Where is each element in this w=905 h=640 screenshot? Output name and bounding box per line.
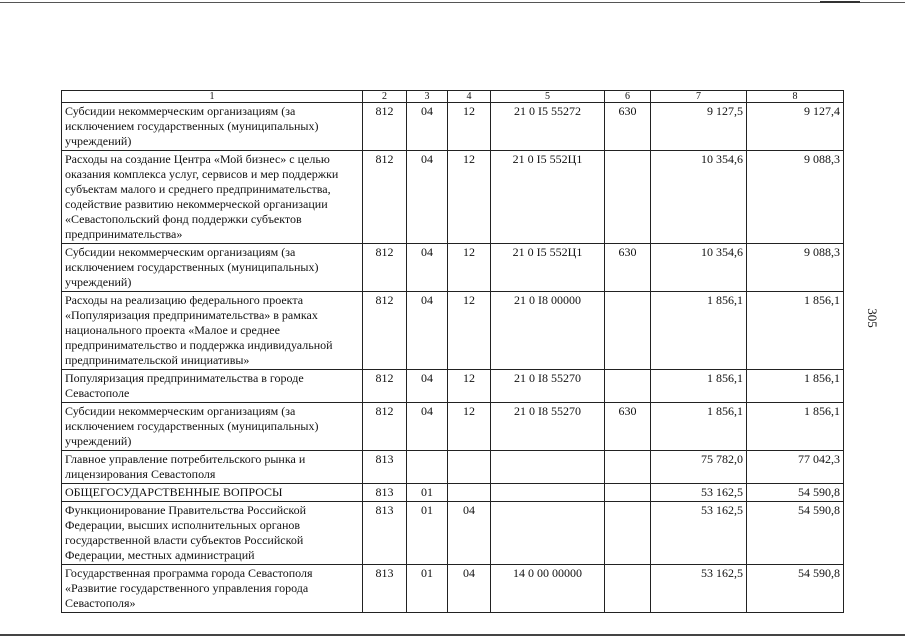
subsection-code — [448, 451, 491, 484]
amount-year-2: 54 590,8 — [747, 502, 844, 565]
amount-year-1: 10 354,6 — [651, 151, 747, 244]
amount-year-2: 54 590,8 — [747, 484, 844, 502]
target-article-code — [491, 484, 605, 502]
subsection-code: 12 — [448, 292, 491, 370]
column-header: 5 — [491, 91, 605, 103]
amount-year-2: 1 856,1 — [747, 370, 844, 403]
table-header-row — [62, 91, 844, 103]
target-article-code: 21 0 I8 00000 — [491, 292, 605, 370]
top-border-line — [0, 2, 905, 3]
amount-year-2: 1 856,1 — [747, 403, 844, 451]
table-row — [62, 451, 844, 484]
target-article-code: 21 0 I5 552Ц1 — [491, 151, 605, 244]
column-header: 1 — [62, 91, 363, 103]
expense-type-code: 630 — [605, 103, 651, 151]
section-code: 04 — [407, 292, 448, 370]
ministry-code: 812 — [363, 103, 407, 151]
expense-type-code — [605, 484, 651, 502]
expense-type-code — [605, 502, 651, 565]
column-header: 7 — [651, 91, 747, 103]
ministry-code: 812 — [363, 292, 407, 370]
subsection-code: 12 — [448, 403, 491, 451]
row-name: Государственная программа города Севастополя «Развитие государственного управления города Севастополя» — [62, 565, 363, 613]
table-row — [62, 292, 844, 370]
amount-year-1: 53 162,5 — [651, 484, 747, 502]
table-row — [62, 103, 844, 151]
subsection-code — [448, 484, 491, 502]
ministry-code: 812 — [363, 370, 407, 403]
ministry-code: 812 — [363, 244, 407, 292]
amount-year-1: 9 127,5 — [651, 103, 747, 151]
column-header: 4 — [448, 91, 491, 103]
section-code: 04 — [407, 151, 448, 244]
row-name: Расходы на создание Центра «Мой бизнес» с целью оказания комплекса услуг, сервисов и мер поддержки субъектам малого и среднего предпринимательства, содействие развитию некоммерческой организации «Севастопольский фонд поддержки субъектов предпринимательства» — [62, 151, 363, 244]
ministry-code: 813 — [363, 565, 407, 613]
section-code: 04 — [407, 103, 448, 151]
table-row — [62, 484, 844, 502]
target-article-code: 21 0 I5 552Ц1 — [491, 244, 605, 292]
table-row — [62, 403, 844, 451]
row-name: Расходы на реализацию федерального проекта «Популяризация предпринимательства» в рамках национального проекта «Малое и среднее предпринимательство и поддержка индивидуальной предпринимательской инициативы» — [62, 292, 363, 370]
top-corner-mark — [820, 1, 860, 3]
column-header: 3 — [407, 91, 448, 103]
amount-year-1: 10 354,6 — [651, 244, 747, 292]
section-code — [407, 451, 448, 484]
amount-year-1: 1 856,1 — [651, 292, 747, 370]
amount-year-2: 9 127,4 — [747, 103, 844, 151]
row-name: Популяризация предпринимательства в городе Севастополе — [62, 370, 363, 403]
budget-table — [61, 90, 844, 613]
expense-type-code — [605, 565, 651, 613]
column-header: 6 — [605, 91, 651, 103]
expense-type-code: 630 — [605, 403, 651, 451]
amount-year-1: 75 782,0 — [651, 451, 747, 484]
amount-year-1: 53 162,5 — [651, 565, 747, 613]
section-code: 04 — [407, 370, 448, 403]
page-number: 305 — [864, 308, 880, 328]
row-name: Функционирование Правительства Российской Федерации, высших исполнительных органов государственной власти субъектов Российской Федерации, местных администраций — [62, 502, 363, 565]
target-article-code: 21 0 I8 55270 — [491, 403, 605, 451]
table-row — [62, 151, 844, 244]
expense-type-code — [605, 292, 651, 370]
section-code: 01 — [407, 484, 448, 502]
expense-type-code — [605, 151, 651, 244]
row-name: Субсидии некоммерческим организациям (за исключением государственных (муниципальных) учреждений) — [62, 403, 363, 451]
bottom-border-line — [0, 634, 905, 636]
row-name: Главное управление потребительского рынка и лицензирования Севастополя — [62, 451, 363, 484]
amount-year-2: 9 088,3 — [747, 244, 844, 292]
subsection-code: 04 — [448, 565, 491, 613]
expense-type-code — [605, 451, 651, 484]
ministry-code: 813 — [363, 484, 407, 502]
target-article-code: 21 0 I8 55270 — [491, 370, 605, 403]
amount-year-2: 77 042,3 — [747, 451, 844, 484]
amount-year-1: 53 162,5 — [651, 502, 747, 565]
ministry-code: 813 — [363, 451, 407, 484]
expense-type-code — [605, 370, 651, 403]
section-code: 01 — [407, 565, 448, 613]
amount-year-2: 54 590,8 — [747, 565, 844, 613]
target-article-code: 14 0 00 00000 — [491, 565, 605, 613]
row-name: Субсидии некоммерческим организациям (за исключением государственных (муниципальных) учреждений) — [62, 103, 363, 151]
section-code: 01 — [407, 502, 448, 565]
column-header: 8 — [747, 91, 844, 103]
amount-year-1: 1 856,1 — [651, 403, 747, 451]
row-name: ОБЩЕГОСУДАРСТВЕННЫЕ ВОПРОСЫ — [62, 484, 363, 502]
amount-year-2: 1 856,1 — [747, 292, 844, 370]
expense-type-code: 630 — [605, 244, 651, 292]
table-row — [62, 502, 844, 565]
ministry-code: 812 — [363, 151, 407, 244]
section-code: 04 — [407, 403, 448, 451]
subsection-code: 12 — [448, 244, 491, 292]
target-article-code — [491, 502, 605, 565]
subsection-code: 04 — [448, 502, 491, 565]
row-name: Субсидии некоммерческим организациям (за исключением государственных (муниципальных) учреждений) — [62, 244, 363, 292]
amount-year-1: 1 856,1 — [651, 370, 747, 403]
subsection-code: 12 — [448, 370, 491, 403]
target-article-code: 21 0 I5 55272 — [491, 103, 605, 151]
column-header: 2 — [363, 91, 407, 103]
table-row — [62, 244, 844, 292]
ministry-code: 813 — [363, 502, 407, 565]
ministry-code: 812 — [363, 403, 407, 451]
section-code: 04 — [407, 244, 448, 292]
target-article-code — [491, 451, 605, 484]
subsection-code: 12 — [448, 151, 491, 244]
table-row — [62, 565, 844, 613]
table-row — [62, 370, 844, 403]
subsection-code: 12 — [448, 103, 491, 151]
amount-year-2: 9 088,3 — [747, 151, 844, 244]
